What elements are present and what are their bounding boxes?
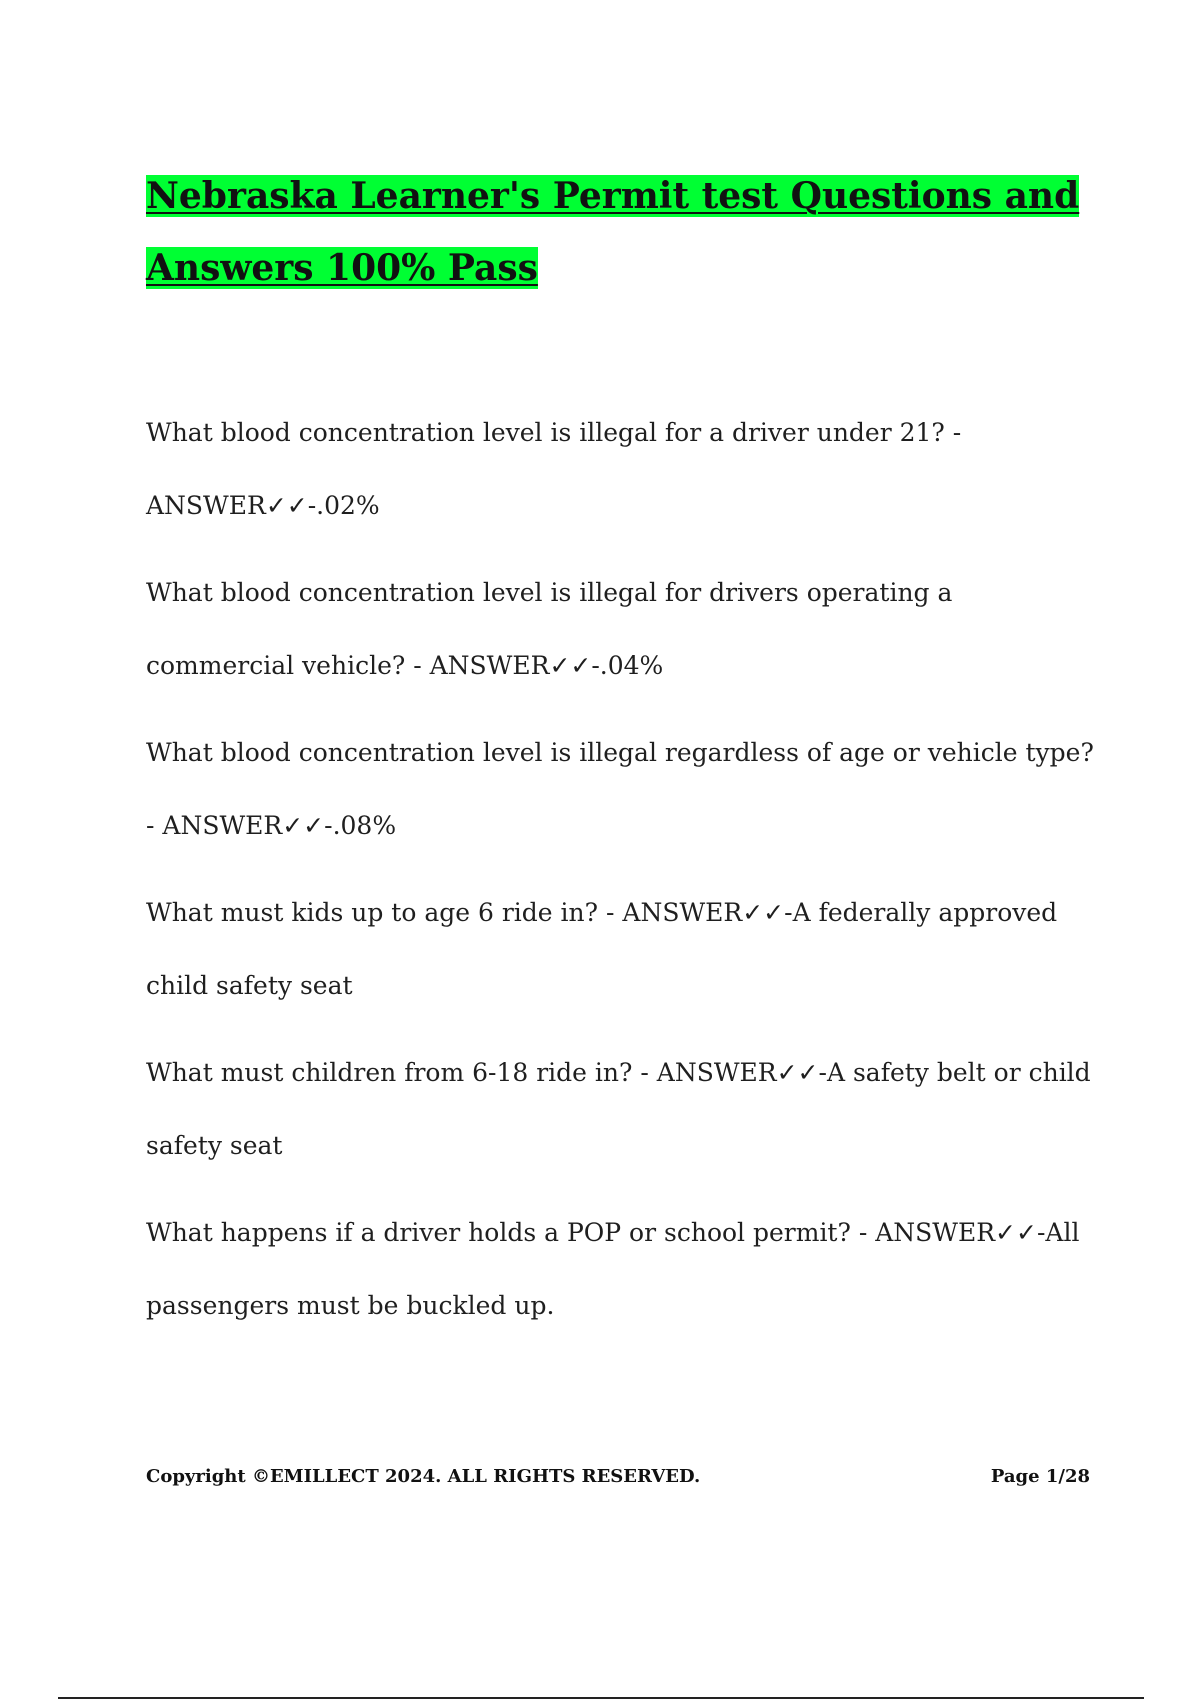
answer-marker: ANSWER✓✓-	[429, 651, 600, 680]
answer-text: A federally approved child safety seat	[146, 898, 1058, 1000]
question-text: What happens if a driver holds a POP or school permit? -	[146, 1218, 868, 1247]
answer-marker: ANSWER✓✓-	[656, 1058, 827, 1087]
answer-marker: ANSWER✓✓-	[875, 1218, 1046, 1247]
answer-text: A safety belt or child safety seat	[146, 1058, 1091, 1160]
title-highlight-1: Nebraska Learner's Permit test Questions and	[146, 175, 1080, 217]
bottom-divider	[58, 1697, 1144, 1699]
answer-marker: ANSWER✓✓-	[162, 811, 333, 840]
qa-item	[146, 1196, 1096, 1342]
question-text: What must children from 6-18 ride in? -	[146, 1058, 649, 1087]
question-text: What blood concentration level is illegal for a driver under 21? -	[146, 418, 962, 447]
answer-text: .08%	[332, 811, 397, 840]
question-text: What blood concentration level is illegal regardless of age or vehicle type? -	[146, 738, 1094, 840]
qa-item	[146, 716, 1096, 862]
qa-item	[146, 1036, 1096, 1182]
qa-item	[146, 556, 1096, 702]
title-line-2	[146, 232, 1106, 304]
question-text: What must kids up to age 6 ride in? -	[146, 898, 615, 927]
qa-item	[146, 876, 1096, 1022]
title-highlight-2: Answers 100% Pass	[146, 247, 538, 289]
qa-item	[146, 396, 1096, 542]
title-line-1	[146, 160, 1106, 232]
qa-list	[146, 396, 1096, 1356]
page-footer	[146, 1466, 1090, 1487]
question-text: What blood concentration level is illegal for drivers operating a commercial vehicle? -	[146, 578, 953, 680]
answer-marker: ANSWER✓✓-	[146, 491, 317, 520]
answer-text: .02%	[316, 491, 380, 520]
answer-text: All passengers must be buckled up.	[146, 1218, 1080, 1320]
copyright-text: Copyright ©EMILLECT 2024. ALL RIGHTS RESERVED.	[146, 1466, 701, 1487]
answer-text: .04%	[599, 651, 664, 680]
document-title	[146, 160, 1106, 304]
answer-marker: ANSWER✓✓-	[622, 898, 793, 927]
page-number: Page 1/28	[990, 1466, 1090, 1487]
